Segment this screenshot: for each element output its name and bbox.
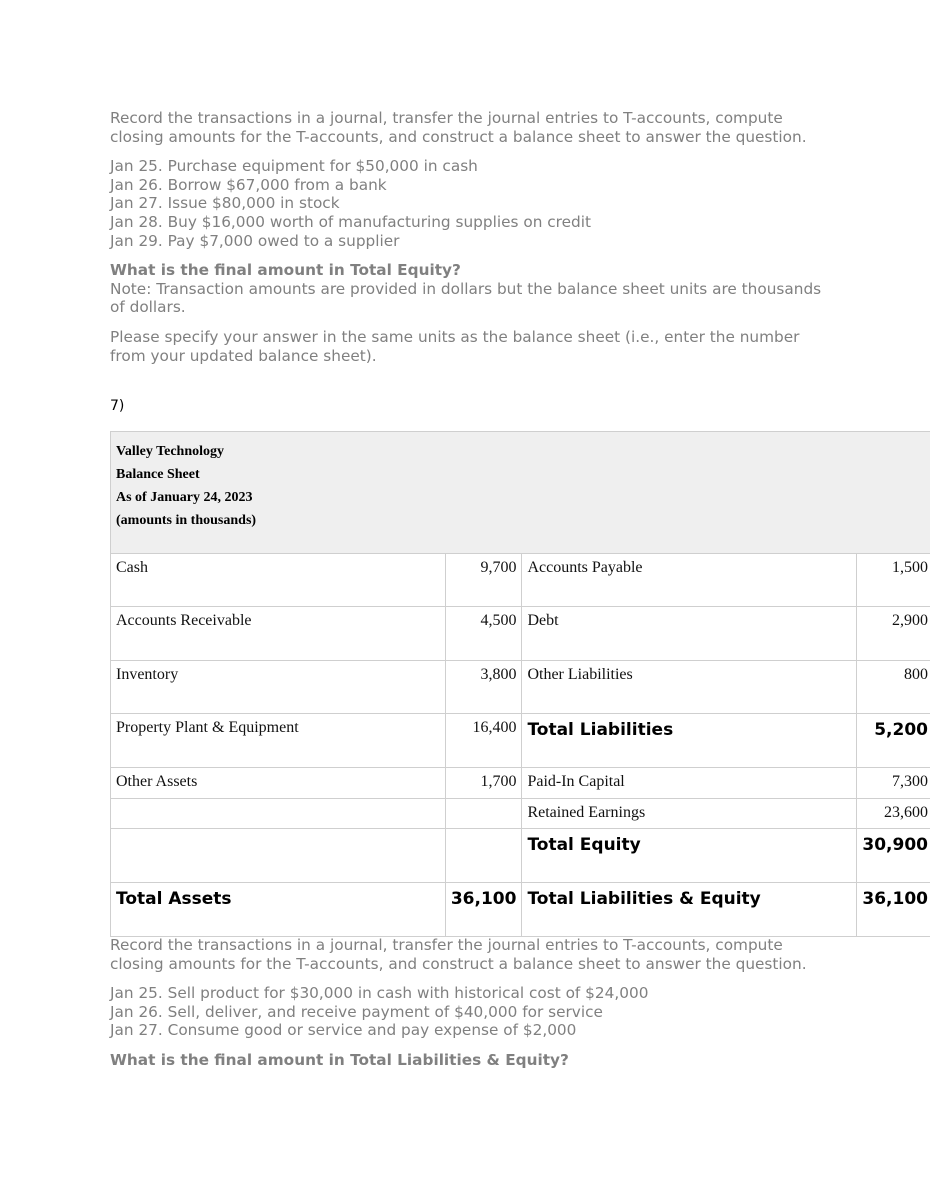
equity-label: Paid-In Capital: [522, 768, 857, 799]
liability-value: 1,500: [857, 554, 930, 607]
asset-label: Property Plant & Equipment: [111, 714, 446, 768]
table-row: [111, 607, 930, 661]
sheet-units: (amounts in thousands): [116, 513, 257, 528]
total-liabilities-value: 5,200: [857, 714, 930, 768]
question-2: [110, 936, 830, 1070]
q2-transaction: Jan 25. Sell product for $30,000 in cash with historical cost of $24,000: [110, 984, 649, 1003]
table-row: [111, 799, 930, 829]
liability-value: 800: [857, 661, 930, 714]
asset-label: Other Assets: [111, 768, 446, 799]
q1-question: What is the final amount in Total Equity?: [110, 261, 461, 280]
question-1: [110, 109, 830, 365]
asset-value: 16,400: [445, 714, 522, 768]
total-assets-value: 36,100: [445, 883, 522, 937]
equity-value: 23,600: [857, 799, 930, 829]
total-assets-label: Total Assets: [111, 883, 446, 937]
q1-transaction: Jan 25. Purchase equipment for $50,000 in cash: [110, 157, 478, 176]
sheet-title: Balance Sheet: [116, 467, 200, 482]
asset-label: Accounts Receivable: [111, 607, 446, 661]
total-liabilities-label: Total Liabilities: [522, 714, 857, 768]
total-equity-value: 30,900: [857, 829, 930, 883]
company-name: Valley Technology: [116, 444, 225, 459]
q1-intro: Record the transactions in a journal, transfer the journal entries to T-accounts, compute closing amounts for the T-accounts, and construct a balance sheet to answer the question.: [110, 109, 807, 146]
table-row: [111, 554, 930, 607]
problem-number: 7): [110, 398, 125, 414]
q1-note: Note: Transaction amounts are provided in dollars but the balance sheet units are thousands of dollars.: [110, 279, 822, 317]
q2-transaction: Jan 27. Consume good or service and pay expense of $2,000: [110, 1021, 577, 1040]
total-liabilities-equity-value: 36,100: [857, 883, 930, 937]
asset-value: 4,500: [445, 607, 522, 661]
asset-label: Inventory: [111, 661, 446, 714]
total-equity-label: Total Equity: [522, 829, 857, 883]
equity-label: Retained Earnings: [522, 799, 857, 829]
table-row: [111, 829, 930, 883]
q1-transaction: Jan 27. Issue $80,000 in stock: [110, 194, 340, 213]
q1-transaction: Jan 28. Buy $16,000 worth of manufacturing supplies on credit: [110, 212, 591, 231]
asset-label: [111, 829, 446, 883]
total-liabilities-equity-label: Total Liabilities & Equity: [522, 883, 857, 937]
sheet-date: As of January 24, 2023: [116, 490, 253, 505]
q1-instruction: Please specify your answer in the same units as the balance sheet (i.e., enter the number from your updated balance sheet).: [110, 327, 800, 365]
asset-value: [445, 829, 522, 883]
q2-intro: Record the transactions in a journal, transfer the journal entries to T-accounts, compute closing amounts for the T-accounts, and construct a balance sheet to answer the question.: [110, 936, 807, 973]
asset-label: Cash: [111, 554, 446, 607]
table-row: [111, 768, 930, 799]
asset-label: [111, 799, 446, 829]
table-row: [111, 661, 930, 714]
q1-transaction: Jan 29. Pay $7,000 owed to a supplier: [110, 231, 400, 250]
asset-value: 1,700: [445, 768, 522, 799]
asset-value: 3,800: [445, 661, 522, 714]
liability-label: Accounts Payable: [522, 554, 857, 607]
asset-value: 9,700: [445, 554, 522, 607]
liability-label: Other Liabilities: [522, 661, 857, 714]
q2-transaction: Jan 26. Sell, deliver, and receive payment of $40,000 for service: [110, 1002, 603, 1021]
liability-value: 2,900: [857, 607, 930, 661]
liability-label: Debt: [522, 607, 857, 661]
equity-value: 7,300: [857, 768, 930, 799]
balance-sheet-header: [111, 432, 930, 554]
asset-value: [445, 799, 522, 829]
balance-sheet-table: [110, 431, 930, 937]
q1-transaction: Jan 26. Borrow $67,000 from a bank: [110, 175, 387, 194]
table-row: [111, 714, 930, 768]
table-row: [111, 883, 930, 937]
q2-question: What is the final amount in Total Liabilities & Equity?: [110, 1050, 569, 1069]
